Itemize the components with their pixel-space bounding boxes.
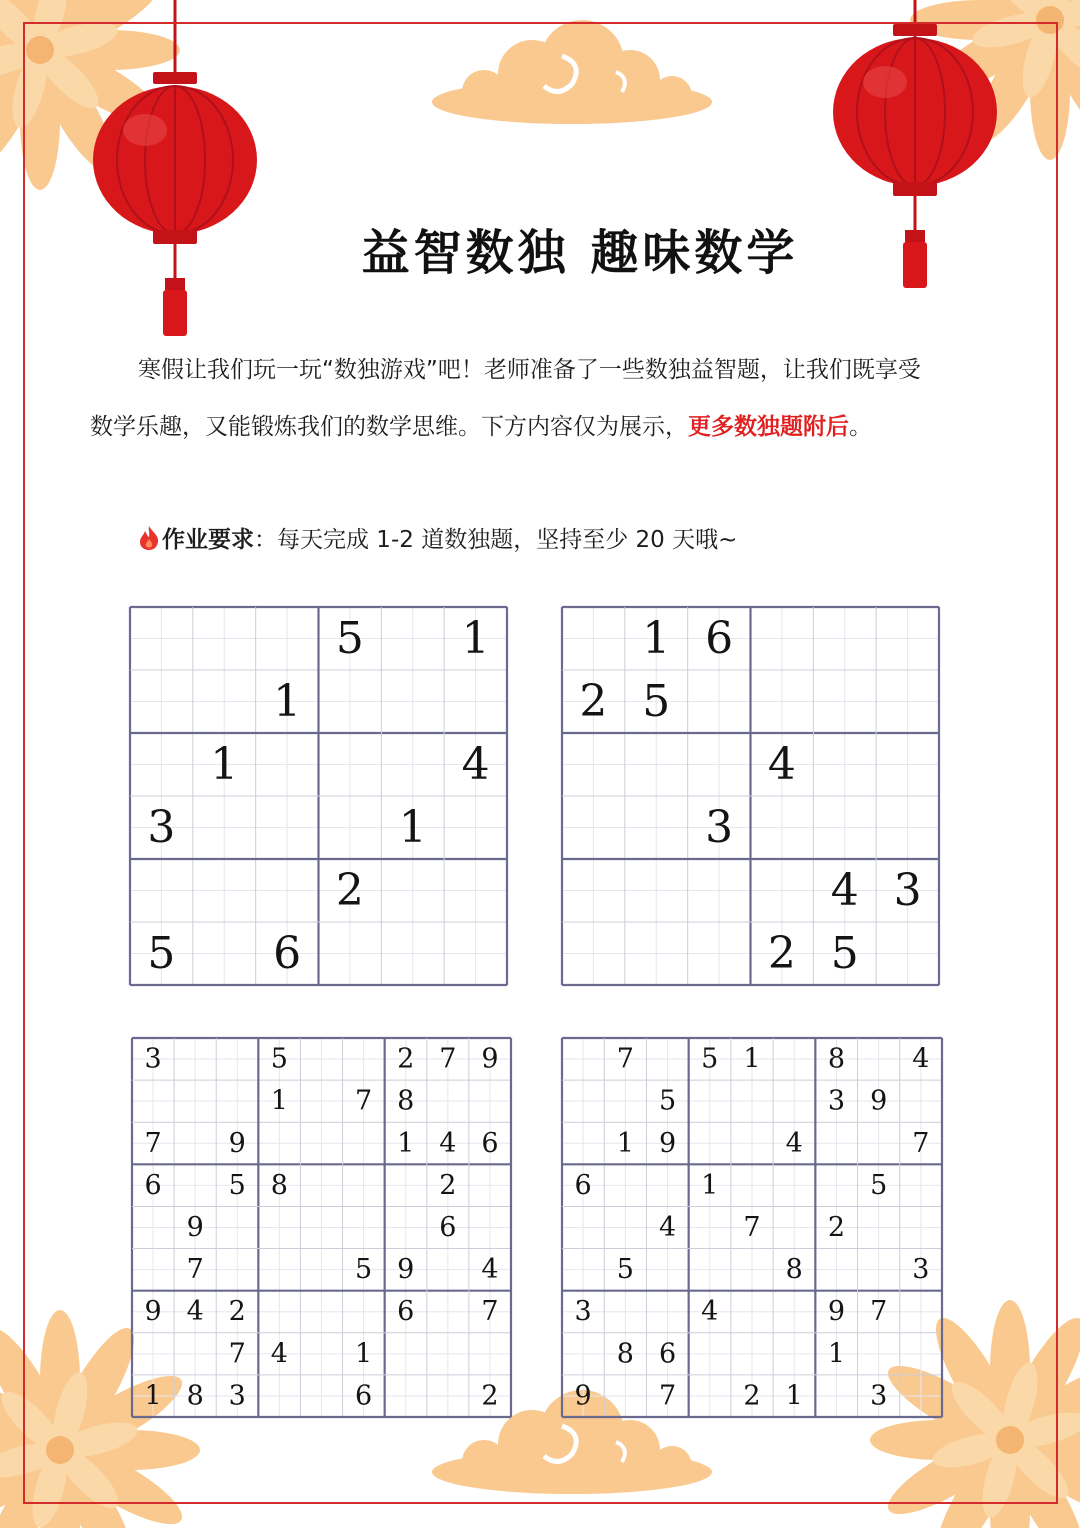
sudoku-cell-8-5: 1 (785, 1380, 803, 1412)
sudoku-cell-1-0: 2 (579, 676, 608, 727)
sudoku-cell-5-8: 3 (912, 1254, 930, 1286)
sudoku-cell-4-4: 7 (743, 1212, 761, 1243)
puzzle-6x6-a-grid (130, 607, 507, 985)
sudoku-cell-0-5: 1 (461, 613, 490, 664)
sudoku-cell-7-3: 4 (270, 1338, 288, 1370)
sudoku-cell-0-0: 3 (144, 1043, 162, 1075)
sudoku-cell-0-2: 6 (705, 613, 734, 664)
sudoku-cell-0-3: 5 (701, 1043, 719, 1075)
sudoku-cell-0-3: 5 (335, 613, 364, 664)
sudoku-cell-2-0: 7 (144, 1127, 162, 1159)
sudoku-cell-0-1: 1 (642, 613, 671, 664)
sudoku-cell-1-7: 9 (870, 1085, 888, 1117)
homework-text: 每天完成 1-2 道数独题，坚持至少 20 天哦~ (277, 527, 738, 553)
sudoku-cell-4-4: 4 (830, 865, 859, 916)
sudoku-cell-0-4: 1 (743, 1043, 761, 1075)
sudoku-cell-6-2: 2 (228, 1296, 246, 1328)
puzzle-9x9-a-grid (132, 1038, 511, 1417)
sudoku-cell-2-8: 6 (481, 1127, 499, 1159)
sudoku-cell-5-8: 4 (481, 1254, 499, 1286)
sudoku-cell-2-1: 1 (616, 1127, 634, 1159)
sudoku-cell-3-3: 1 (701, 1169, 719, 1201)
sudoku-cell-0-7: 7 (439, 1043, 457, 1075)
sudoku-cell-8-4: 2 (743, 1380, 761, 1412)
sudoku-cell-5-5: 5 (355, 1254, 373, 1286)
puzzle-9x9-b-grid (562, 1038, 942, 1417)
sudoku-cell-0-6: 2 (397, 1043, 415, 1075)
sudoku-cell-7-2: 6 (658, 1338, 677, 1370)
sudoku-cell-5-0: 5 (147, 928, 176, 979)
homework-separator: ： (254, 527, 277, 553)
sudoku-cell-8-1: 8 (186, 1380, 204, 1412)
sudoku-cell-8-2: 7 (658, 1380, 677, 1412)
sudoku-cell-7-5: 1 (355, 1338, 373, 1370)
sudoku-cell-3-7: 2 (439, 1169, 457, 1201)
sudoku-cell-2-3: 4 (767, 739, 796, 790)
sudoku-cell-1-5: 7 (355, 1085, 373, 1117)
sudoku-cell-3-3: 8 (270, 1169, 288, 1201)
sudoku-cell-3-2: 3 (705, 802, 734, 853)
homework-requirement (138, 515, 737, 565)
homework-label: 作业要求 (162, 527, 254, 553)
sudoku-cell-8-7: 3 (870, 1380, 888, 1412)
sudoku-cell-6-6: 9 (827, 1296, 846, 1328)
sudoku-cell-0-8: 9 (481, 1043, 499, 1075)
sudoku-9x9-bottom-left (132, 1038, 511, 1417)
sudoku-9x9-bottom-right (562, 1038, 942, 1417)
sudoku-cell-4-2: 4 (658, 1212, 677, 1243)
sudoku-cell-1-6: 8 (397, 1085, 415, 1117)
intro-paragraph (90, 342, 940, 456)
sudoku-cell-5-2: 6 (273, 928, 302, 979)
sudoku-cell-7-6: 1 (827, 1338, 846, 1370)
sudoku-cell-3-4: 1 (398, 802, 427, 853)
intro-highlight: 更多数独题附后 (688, 414, 849, 440)
sudoku-cell-6-0: 9 (144, 1296, 162, 1328)
sudoku-cell-3-0: 6 (574, 1169, 592, 1201)
sudoku-cell-6-6: 6 (397, 1296, 415, 1328)
sudoku-cell-1-3: 1 (270, 1085, 288, 1117)
sudoku-cell-4-6: 2 (827, 1212, 846, 1243)
sudoku-cell-2-5: 4 (461, 739, 490, 790)
sudoku-cell-8-0: 9 (574, 1380, 592, 1412)
sudoku-cell-3-7: 5 (870, 1169, 888, 1201)
sudoku-cell-1-2: 1 (273, 676, 302, 727)
sudoku-cell-4-7: 6 (439, 1212, 457, 1243)
sudoku-cell-2-6: 1 (397, 1127, 415, 1159)
sudoku-cell-5-5: 8 (785, 1254, 803, 1286)
sudoku-cell-5-4: 5 (830, 928, 859, 979)
sudoku-cell-6-8: 7 (481, 1296, 499, 1328)
sudoku-cell-3-0: 3 (147, 802, 176, 853)
sudoku-cell-4-3: 2 (335, 865, 364, 916)
intro-text: 寒假让我们玩一玩“数独游戏”吧！老师准备了一些数独益智题，让我们既享受数学乐趣，又能锻炼我们的数学思维。下方内容仅为展示， (90, 357, 921, 440)
intro-end: 。 (849, 414, 872, 440)
sudoku-cell-4-5: 3 (893, 865, 922, 916)
sudoku-cell-8-8: 2 (481, 1380, 499, 1412)
sudoku-cell-0-3: 5 (270, 1043, 288, 1075)
sudoku-cell-1-2: 5 (658, 1085, 677, 1117)
sudoku-cell-2-2: 9 (658, 1127, 677, 1159)
sudoku-cell-6-7: 7 (870, 1296, 888, 1328)
sudoku-cell-1-6: 3 (827, 1085, 846, 1117)
sudoku-6x6-top-right (562, 607, 939, 985)
sudoku-cell-0-6: 8 (827, 1043, 846, 1075)
sudoku-cell-5-1: 7 (186, 1254, 204, 1286)
sudoku-cell-6-0: 3 (574, 1296, 592, 1328)
sudoku-cell-0-8: 4 (912, 1043, 930, 1075)
sudoku-cell-2-7: 4 (439, 1127, 457, 1159)
sudoku-cell-8-2: 3 (228, 1380, 246, 1412)
puzzle-6x6-b-grid (562, 607, 939, 985)
page-title: 益智数独 趣味数学 (361, 225, 799, 281)
sudoku-cell-3-0: 6 (144, 1169, 162, 1201)
sudoku-cell-5-3: 2 (767, 928, 796, 979)
sudoku-cell-5-6: 9 (397, 1254, 415, 1286)
sudoku-cell-6-3: 4 (701, 1296, 719, 1328)
sudoku-cell-2-5: 4 (785, 1127, 803, 1159)
sudoku-cell-2-8: 7 (912, 1127, 930, 1159)
sudoku-cell-3-2: 5 (228, 1169, 246, 1201)
sudoku-cell-1-1: 5 (642, 676, 671, 727)
sudoku-cell-6-1: 4 (186, 1296, 204, 1328)
sudoku-cell-4-1: 9 (186, 1212, 204, 1243)
sudoku-cell-7-2: 7 (228, 1338, 246, 1370)
sudoku-cell-2-2: 9 (228, 1127, 246, 1159)
sudoku-cell-0-1: 7 (616, 1043, 634, 1075)
sudoku-cell-5-1: 5 (616, 1254, 634, 1286)
sudoku-cell-8-0: 1 (144, 1380, 162, 1412)
sudoku-6x6-top-left (130, 607, 507, 985)
sudoku-cell-2-1: 1 (210, 739, 239, 790)
sudoku-cell-7-1: 8 (616, 1338, 634, 1370)
flame-icon (138, 525, 160, 551)
sudoku-cell-8-5: 6 (355, 1380, 373, 1412)
